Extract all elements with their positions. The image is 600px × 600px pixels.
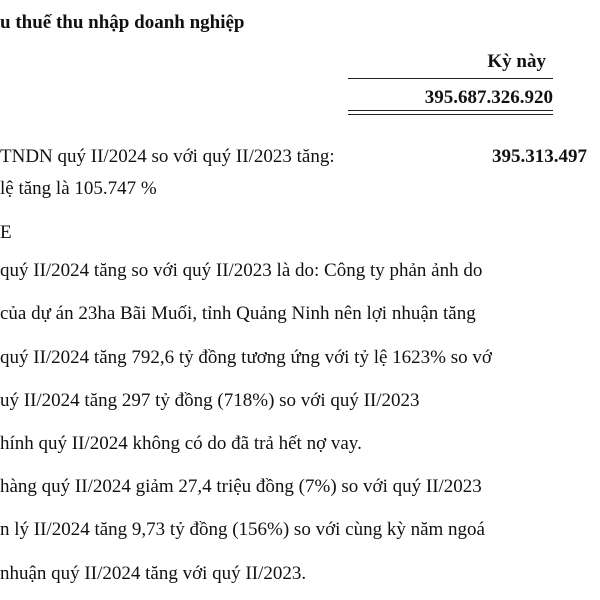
explanation-line-3: quý II/2024 tăng 792,6 tỷ đồng tương ứng với tỷ lệ 1623% so vớ (0, 347, 492, 368)
section-heading: u thuế thu nhập doanh nghiệp (0, 12, 245, 33)
header-underline (348, 78, 553, 79)
explanation-line-8: nhuận quý II/2024 tăng với quý II/2023. (0, 563, 307, 584)
section-marker: E (0, 222, 12, 243)
explanation-line-4: uý II/2024 tăng 297 tỷ đồng (718%) so với quý II/2023 (0, 390, 420, 411)
comparison-line-1: TNDN quý II/2024 so với quý II/2023 tăng: (0, 146, 335, 167)
explanation-line-2: của dự án 23ha Bãi Muối, tỉnh Quảng Ninh nên lợi nhuận tăng (0, 303, 476, 324)
comparison-amount: 395.313.497 (492, 146, 587, 167)
explanation-line-1: quý II/2024 tăng so với quý II/2023 là do: Công ty phản ảnh do (0, 260, 483, 281)
explanation-line-5: hính quý II/2024 không có do đã trả hết nợ vay. (0, 433, 362, 454)
explanation-line-7: n lý II/2024 tăng 9,73 tỷ đồng (156%) so với cùng kỳ năm ngoá (0, 519, 485, 540)
current-period-value: 395.687.326.920 (424, 87, 553, 108)
comparison-line-2: lệ tăng là 105.747 % (0, 178, 157, 199)
value-double-underline-top (348, 110, 553, 111)
explanation-line-6: hàng quý II/2024 giảm 27,4 triệu đồng (7%) so với quý II/2023 (0, 476, 482, 497)
value-double-underline-bottom (348, 114, 553, 115)
column-header-current-period: Kỳ này (487, 51, 546, 72)
